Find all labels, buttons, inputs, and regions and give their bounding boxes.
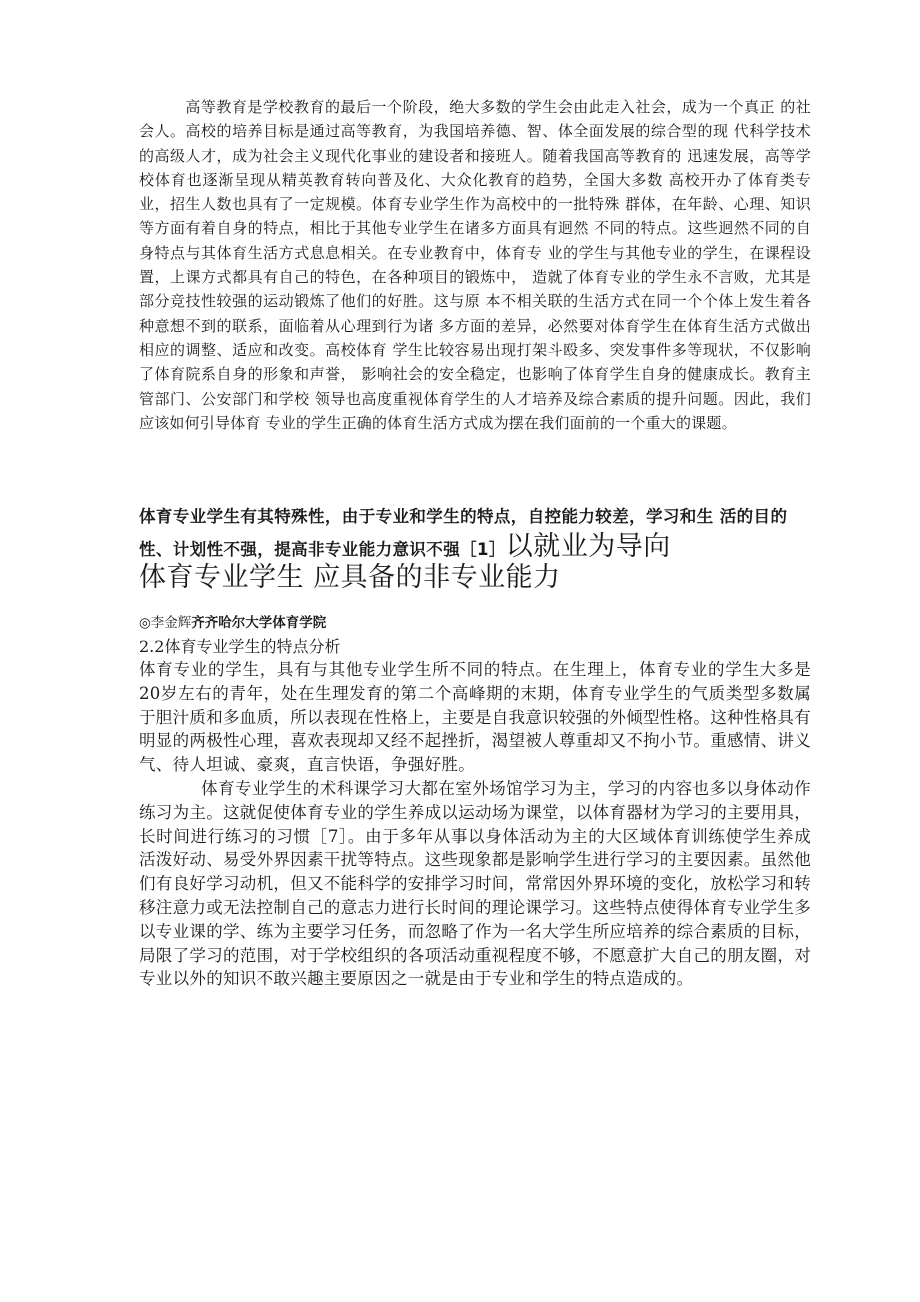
author-name: ◎李金辉: [139, 615, 192, 631]
body-paragraph-2: 体育专业学生的术科课学习大都在室外场馆学习为主，学习的内容也多以身体动作练习为主。这就促使体育专业的学生养成以运动场为课堂，以体育器材为学习的主要用具，长时间进行练习的习惯［7］。由于多年从事以身体活动为主的大区域体育训练使学生养成活泼好动、易受外界因素干扰等特点。这些现象都是影响学生进行学习的主要因素。虽然他们有良好学习动机，但又不能科学的安排学习时间，常常因外界环境的变化，放松学习和转移注意力或无法控制自己的意志力进行长时间的理论课学习。这些特点使得体育专业学生多以专业课的学、练为主要学习任务，而忽略了作为一名大学生所应培养的综合素质的目标，局限了学习的范围，对于学校组织的各项活动重视程度不够，不愿意扩大自己的朋友圈，对专业以外的知识不敢兴趣主要原因之一就是由于专业和学生的特点造成的。: [139, 778, 811, 989]
body-paragraph-2-wrapper: [139, 777, 811, 991]
body-paragraph-1: 体育专业的学生，具有与其他专业学生所不同的特点。在生理上，体育专业的学生大多是20岁左右的青年，处在生理发育的第二个高峰期的末期，体育专业学生的气质类型多数属于胆汁质和多血质，所以表现在性格上，主要是自我意识较强的外倾型性格。这种性格具有明显的两极性心理，喜欢表现却又经不起挫折，渴望被人尊重却又不拘小节。重感情、讲义气、待人坦诚、豪爽，直言快语，争强好胜。: [139, 660, 811, 775]
section-title: 2.2体育专业学生的特点分析: [139, 637, 341, 656]
article-title-part2: 体育专业学生 应具备的非专业能力: [139, 562, 561, 593]
bold-heading-text: 体育专业学生有其特殊性，由于专业和学生的特点，自控能力较差，学习和生 活的目的性、计划性不强，提高非专业能力意识不强［1］: [139, 507, 788, 559]
bold-heading: [139, 502, 811, 565]
intro-paragraph-text: 高等教育是学校教育的最后一个阶段，绝大多数的学生会由此走入社会，成为一个真正 的社会人。高校的培养目标是通过高等教育，为我国培养德、智、体全面发展的综合型的现 代科学技术的高级人才，成为社会主义现代化事业的建设者和接班人。随着我国高等教育的 迅速发展，高等学校体育也逐渐呈现从精英教育转向普及化、大众化教育的趋势，全国大多数 高校开办了体育类专业，招生人数也具有了一定规模。体育专业学生作为高校中的一批特殊 群体，在年龄、心理、知识等方面有着自身的特点，相比于其他专业学生在诸多方面具有迥然 不同的特点。这些迥然不同的自身特点与其体育生活方式息息相关。在专业教育中，体育专 业的学生与其他专业的学生，在课程设置，上课方式都具有自己的特色，在各种项目的锻炼中， 造就了体育专业的学生永不言败，尤其是部分竞技性较强的运动锻炼了他们的好胜。这与原 本不相关联的生活方式在同一个个体上发生着各种意想不到的联系，面临着从心理到行为诸 多方面的差异，必然要对体育学生在体育生活方式做出相应的调整、适应和改变。高校体育 学生比较容易出现打架斗殴多、突发事件多等现状，不仅影响了体育院系自身的形象和声誉， 影响社会的安全稳定，也影响了体育学生自身的健康成长。教育主管部门、公安部门和学校 领导也高度重视体育学生的人才培养及综合素质的提升问题。因此，我们应该如何引导体育 专业的学生正确的体育生活方式成为摆在我们面前的一个重大的课题。: [139, 98, 811, 432]
author-line: [139, 613, 326, 633]
body-text: [139, 658, 811, 991]
intro-paragraph: [139, 95, 811, 435]
article-title-part1: 以就业为导向: [505, 531, 671, 562]
author-affiliation: 齐齐哈尔大学体育学院: [191, 615, 327, 631]
